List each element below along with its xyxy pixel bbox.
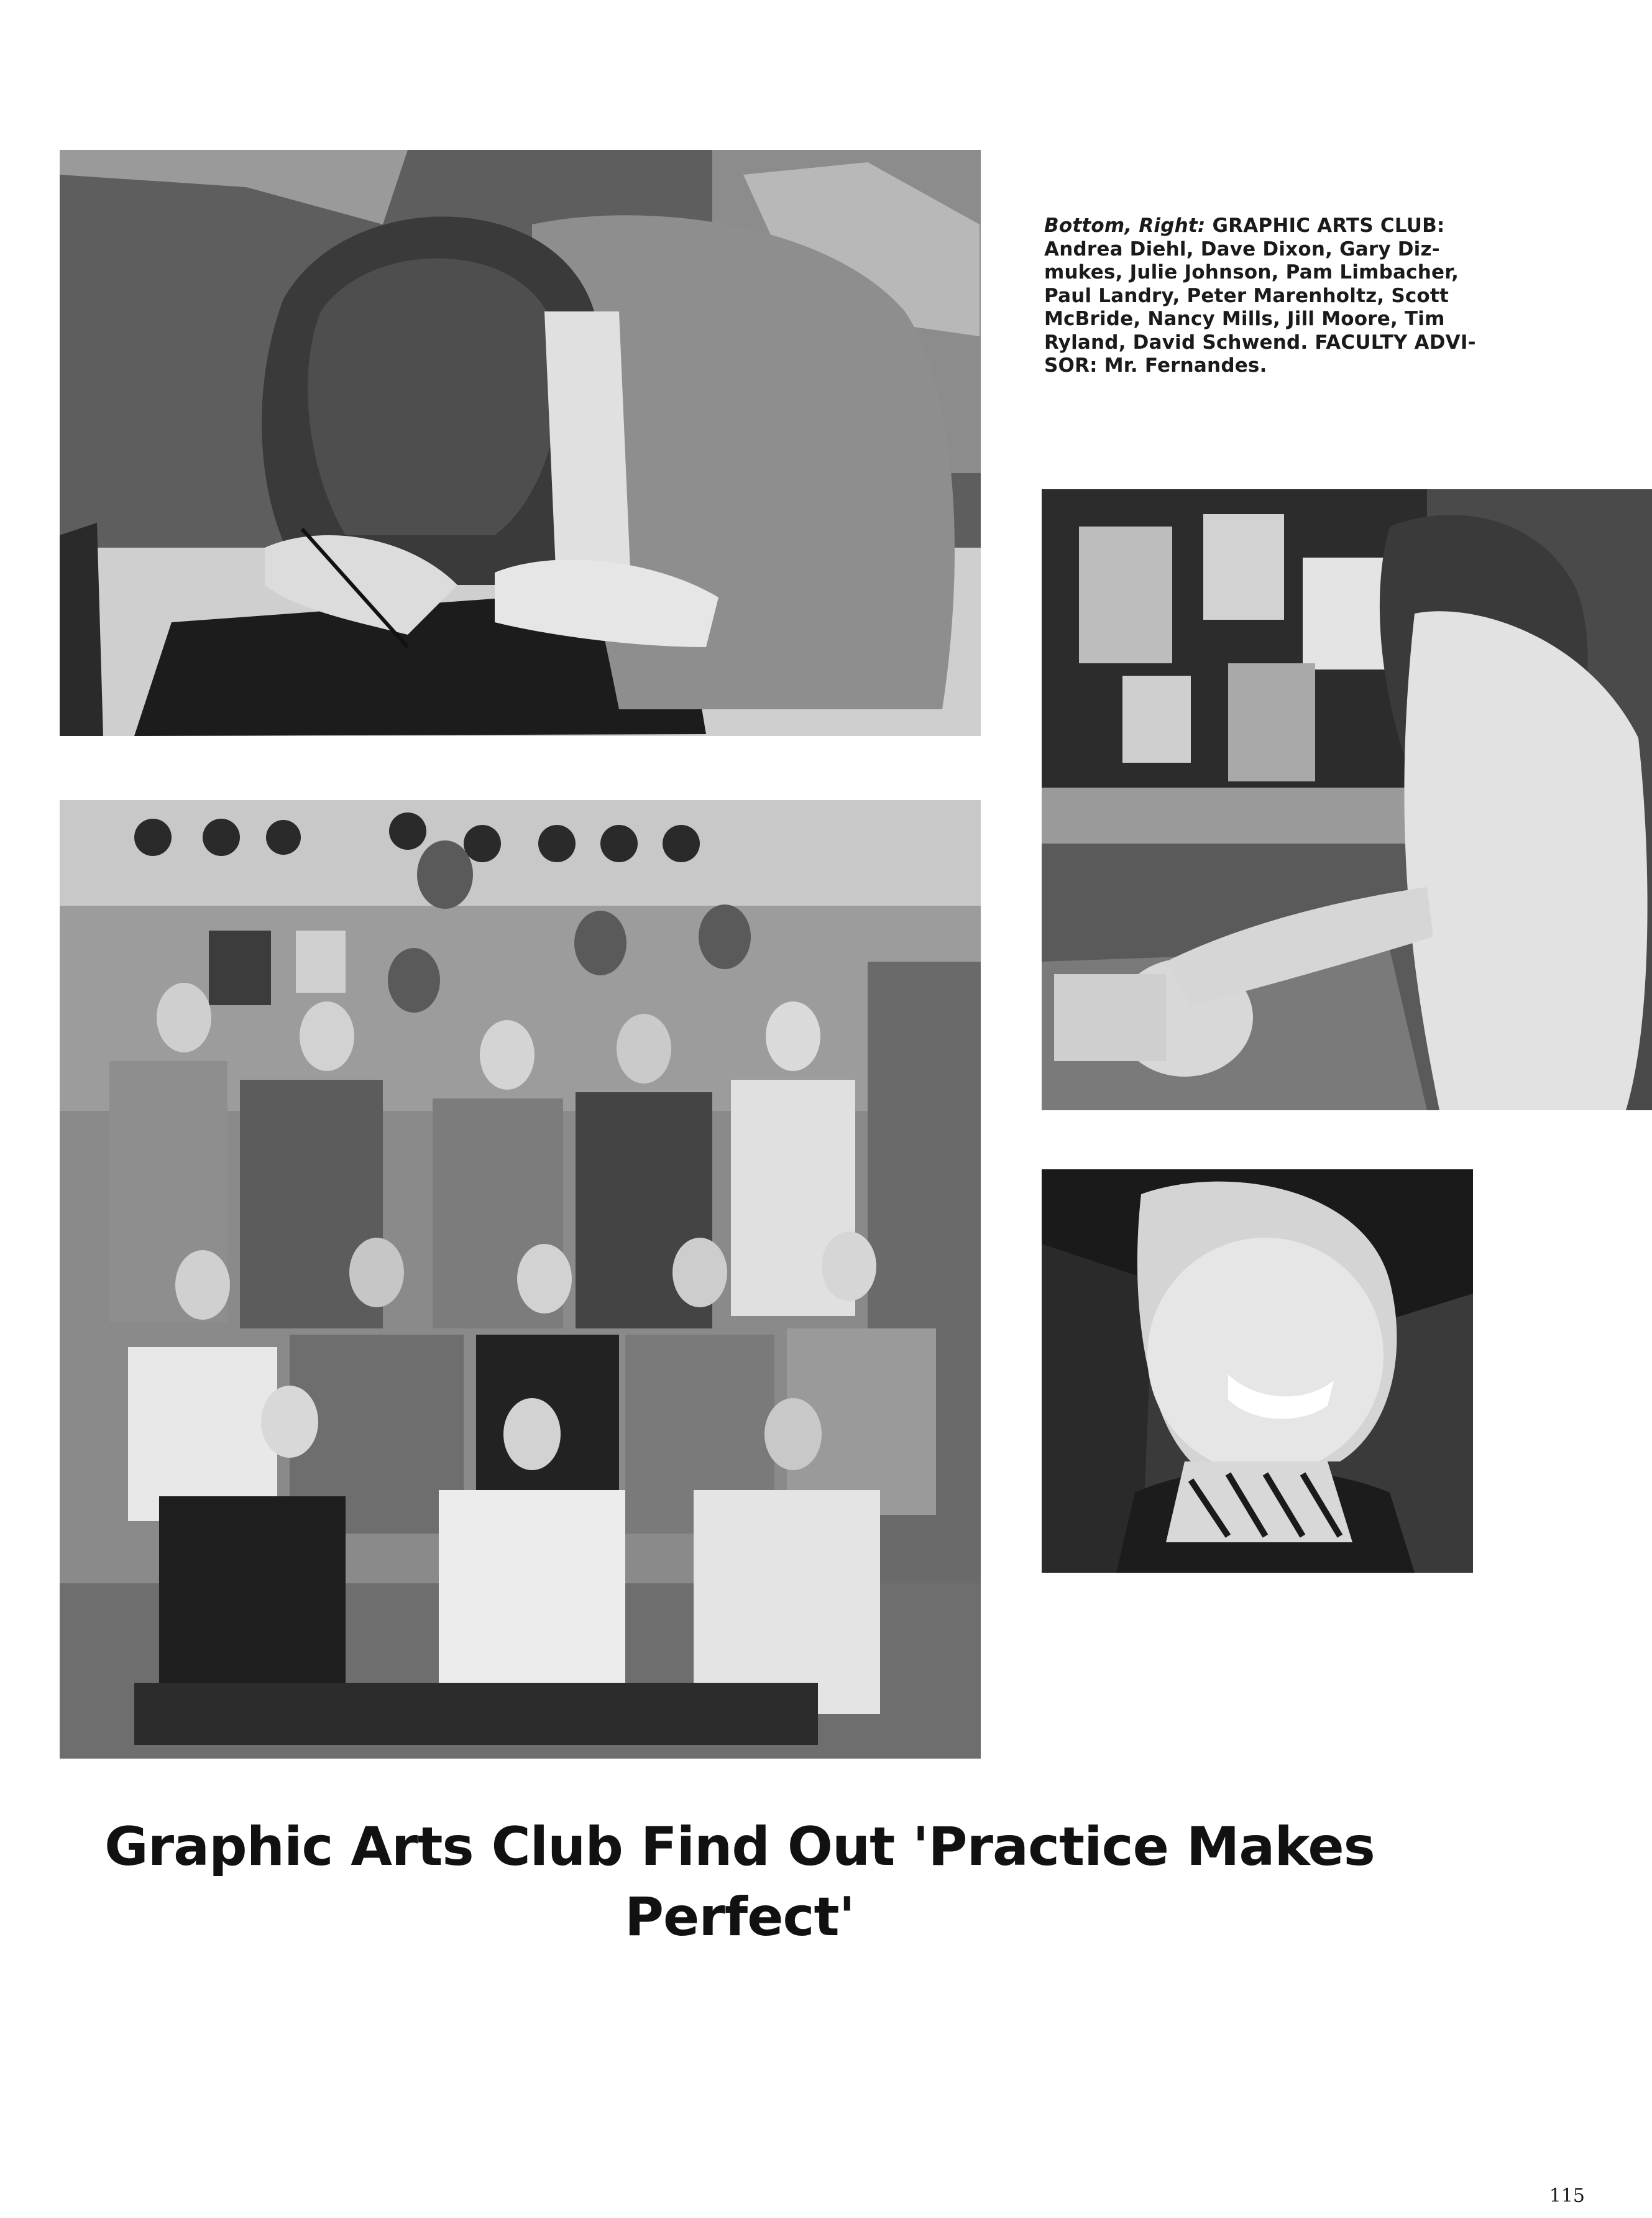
photo-student-engraving (60, 150, 981, 736)
caption-line: SOR: Mr. Fernandes. (1044, 354, 1267, 377)
caption-line: McBride, Nancy Mills, Jill Moore, Tim (1044, 308, 1445, 330)
headline-line: Perfect' (625, 1886, 855, 1948)
photo-student-smiling (1042, 1169, 1473, 1573)
caption-line: Paul Landry, Peter Marenholtz, Scott (1044, 284, 1449, 307)
caption-line: mukes, Julie Johnson, Pam Limbacher, (1044, 261, 1459, 283)
photo-caption (1044, 214, 1479, 378)
caption-club-name: GRAPHIC ARTS CLUB: (1212, 214, 1445, 237)
page-number: 115 (1549, 2185, 1585, 2207)
caption-line: Andrea Diehl, Dave Dixon, Gary Diz- (1044, 237, 1440, 260)
caption-lead: Bottom, Right: (1044, 214, 1206, 237)
page-headline (37, 1812, 1442, 1953)
headline-line: Graphic Arts Club Find Out 'Practice Makes (104, 1816, 1375, 1878)
caption-line: Ryland, David Schwend. FACULTY ADVI- (1044, 331, 1476, 354)
photo-student-at-press (1042, 489, 1652, 1110)
photo-club-group (60, 800, 981, 1759)
